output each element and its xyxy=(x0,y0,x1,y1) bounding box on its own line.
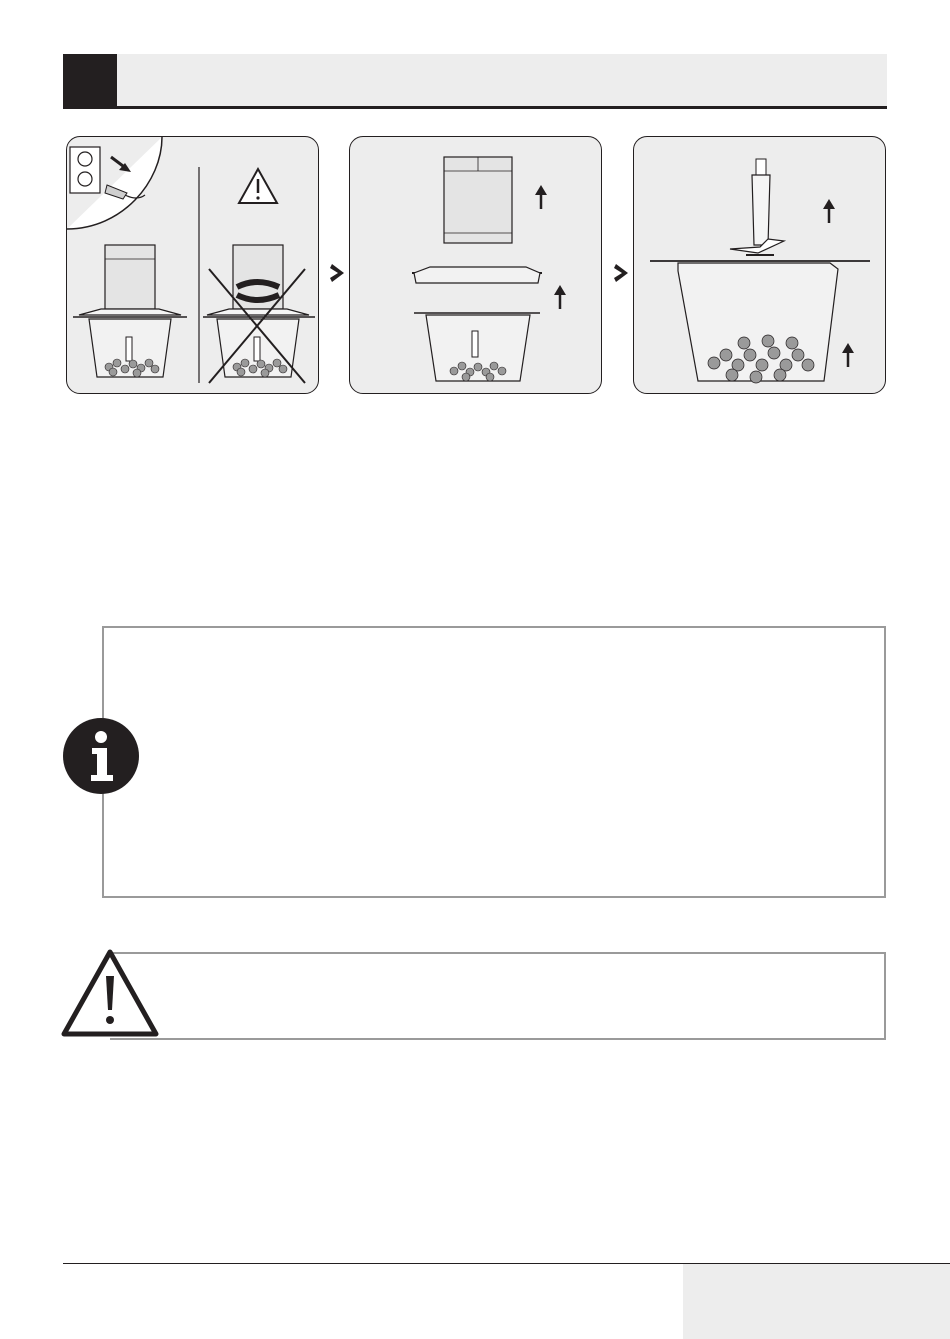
chopper-do-not-rotate xyxy=(203,245,315,383)
info-note-box xyxy=(102,626,886,898)
illustration-panel-unplug xyxy=(66,136,319,394)
footer-page-block xyxy=(683,1264,950,1339)
unplug-illustration xyxy=(67,137,318,393)
arrow-up-icon xyxy=(842,343,854,367)
chevron-right-icon xyxy=(328,262,348,284)
arrow-up-icon xyxy=(823,199,835,223)
section-header-bar xyxy=(63,54,887,109)
remove-lid-illustration xyxy=(350,137,601,393)
unplug-arrow-icon xyxy=(111,157,131,172)
chopper-assembled xyxy=(73,245,187,377)
section-number-block xyxy=(63,54,117,106)
bowl-large xyxy=(650,261,870,383)
arrow-up-icon xyxy=(554,285,566,309)
illustration-panel-remove-blade xyxy=(633,136,886,394)
remove-blade-illustration xyxy=(634,137,885,393)
blade-unit xyxy=(730,159,784,255)
lid xyxy=(412,267,542,283)
bowl xyxy=(414,313,540,381)
chevron-right-icon xyxy=(612,262,632,284)
warning-triangle-icon xyxy=(60,948,160,1040)
arrow-up-icon xyxy=(535,185,547,209)
warning-note-box xyxy=(110,952,886,1040)
motor-unit xyxy=(444,157,512,243)
illustration-panel-remove-lid xyxy=(349,136,602,394)
info-icon xyxy=(62,717,140,795)
warning-triangle-icon xyxy=(239,169,277,203)
